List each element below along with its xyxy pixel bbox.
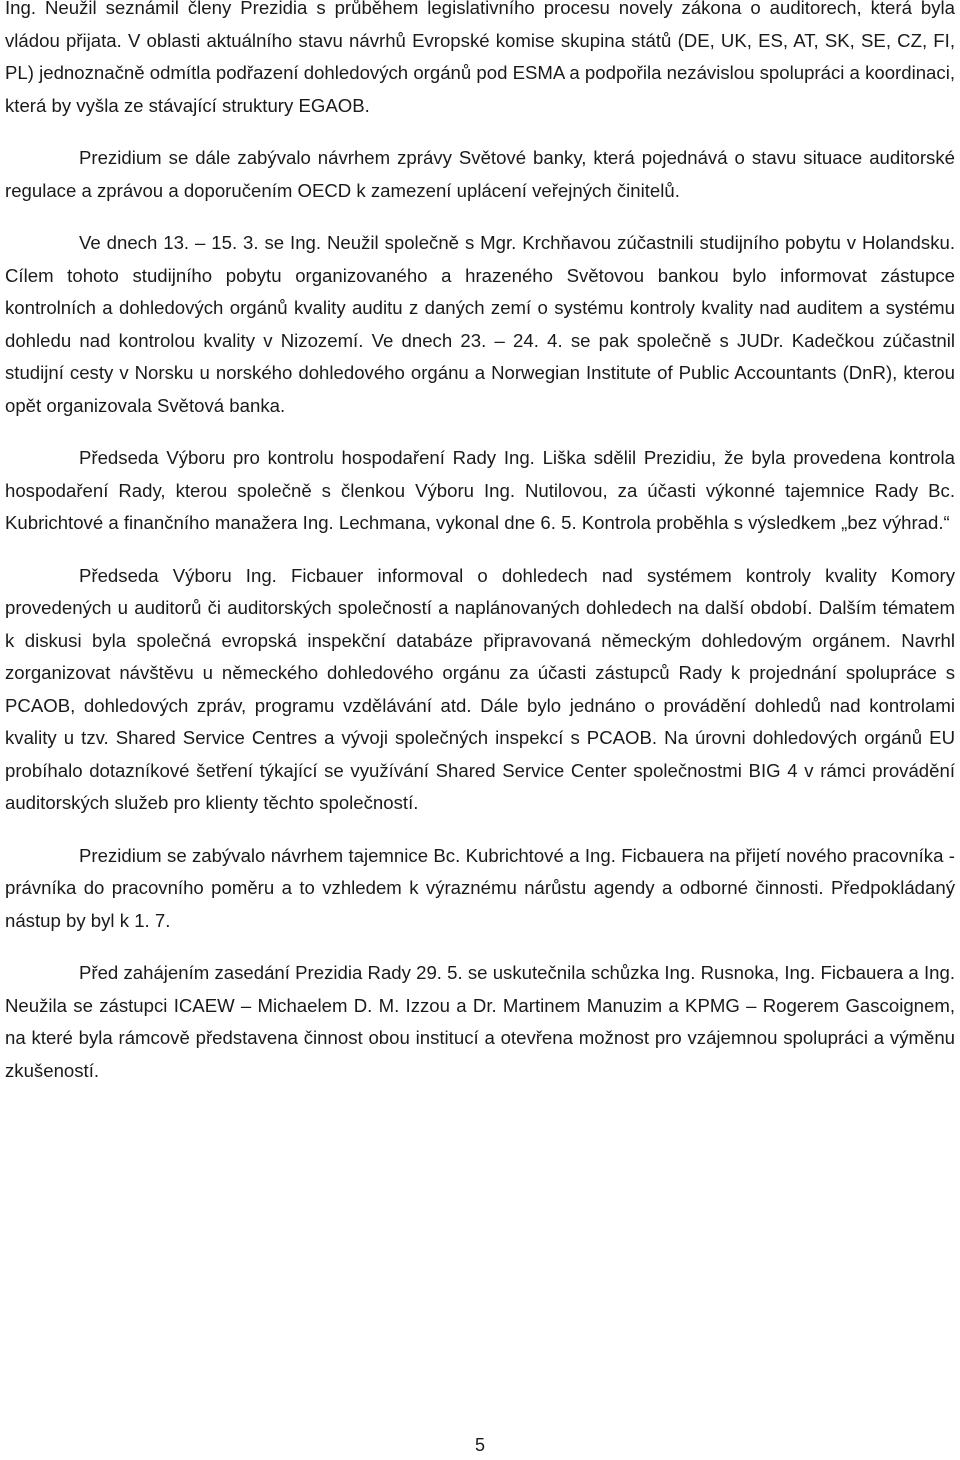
paragraph-financial-audit: Předseda Výboru pro kontrolu hospodaření Rady Ing. Liška sdělil Prezidiu, že byla provedena kontrola hospodaření Rady, kterou společně s členkou Výboru Ing. Nutilovou, za účasti výkonné tajemnice Rady Bc. Kubrichtové a finančního manažera Ing. Lechmana, vykonal dne 6. 5. Kontrola proběhla s výsledkem „bez výhrad.“: [5, 447, 955, 533]
paragraph-study-visits: Ve dnech 13. ‒ 15. 3. se Ing. Neužil společně s Mgr. Krchňavou zúčastnili studijního pobytu v Holandsku. Cílem tohoto studijního pobytu organizovaného a hrazeného Světovou bankou bylo informovat zástupce kontrolních a dohledových orgánů kvality auditu z daných zemí o systému kontroly kvality nad auditem a systému dohledu nad kontrolou kvality v Nizozemí. Ve dnech 23. ‒ 24. 4. se pak společně s JUDr. Kadečkou zúčastnil studijní cesty v Norsku u norského dohledového orgánu a Norwegian Institute of Public Accountants (DnR), kterou opět organizovala Světová banka.: [5, 232, 955, 416]
page-number: 5: [474, 1435, 485, 1455]
paragraph-new-employee: Prezidium se zabývalo návrhem tajemnice Bc. Kubrichtové a Ing. Ficbauera na přijetí nového pracovníka - právníka do pracovního poměru a to vzhledem k výraznému nárůstu agendy a odborné činnosti. Předpokládaný nástup by byl k 1. 7.: [5, 844, 955, 931]
paragraph-icaew-meeting: Před zahájením zasedání Prezidia Rady 29. 5. se uskutečnila schůzka Ing. Rusnoka, Ing. Ficbauera a Ing. Neužila se zástupci ICAEW ‒ Michaelem D. M. Izzou a Dr. Martinem Manuzim a KPMG ‒ Rogerem Gascoignem, na které byla rámcově představena činnost obou institucí a otevřena možnost pro vzájemnou spolupráci a výměnu zkušeností.: [5, 962, 955, 1081]
document-body: [5, 0, 955, 1107]
paragraph-quality-oversight: Předseda Výboru Ing. Ficbauer informoval o dohledech nad systémem kontroly kvality Komory provedených u auditorů či auditorských společností a naplánovaných dohledech na další období. Dalším tématem k diskusi byla společná evropská inspekční databáze připravovaná německým dohledovým orgánem. Navrhl zorganizovat návštěvu u německého dohledového orgánu za účasti zástupců Rady k projednání spolupráce s PCAOB, dohledových zpráv, programu vzdělávání atd. Dále bylo jednáno o provádění dohledů nad kontrolami kvality u tzv. Shared Service Centres a vývoji společných inspekcí s PCAOB. Na úrovni dohledových orgánů EU probíhalo dotazníkové šetření týkající se využívání Shared Service Center společnostmi BIG 4 v rámci provádění auditorských služeb pro klienty těchto společností.: [5, 564, 955, 813]
paragraph-world-bank-report: Prezidium se dále zabývalo návrhem zprávy Světové banky, která pojednává o stavu situace auditorské regulace a zprávou a doporučením OECD k zamezení uplácení veřejných činitelů.: [5, 147, 955, 201]
paragraph-legislation-update: Ing. Neužil seznámil členy Prezidia s průběhem legislativního procesu novely zákona o auditorech, která byla vládou přijata. V oblasti aktuálního stavu návrhů Evropské komise skupina států (DE, UK, ES, AT, SK, SE, CZ, FI, PL) jednoznačně odmítla podřazení dohledových orgánů pod ESMA a podpořila nezávislou spolupráci a koordinaci, která by vyšla ze stávající struktury EGAOB.: [5, 0, 955, 116]
